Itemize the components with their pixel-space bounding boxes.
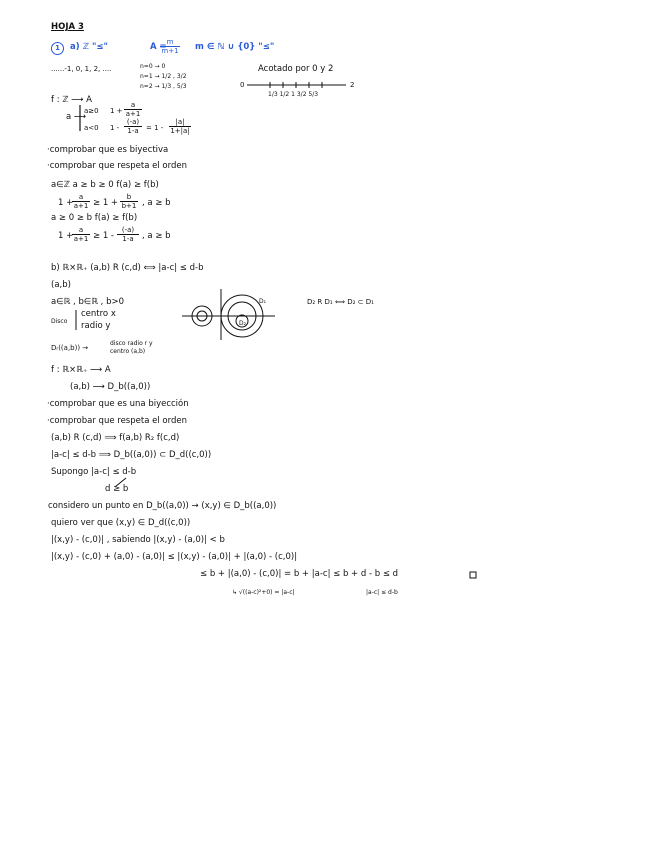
dr-desc-1: disco radio r y bbox=[110, 340, 153, 347]
map-n1: n=1 → 1/2 , 3/2 bbox=[140, 73, 187, 80]
implication-1: (a,b) R (c,d) ⟹ f(a,b) R₂ f(c,d) bbox=[51, 433, 180, 443]
part-b-heading: b) ℝ×ℝ₊ (a,b) R (c,d) ⟺ |a-c| ≤ d-b bbox=[51, 263, 204, 273]
case1-condition: a≥0 bbox=[84, 107, 99, 115]
check-order-b: ·comprobar que respeta el orden bbox=[47, 416, 187, 426]
d1-label: D₁ bbox=[259, 298, 267, 305]
dr-desc-2: centro (a,b) bbox=[110, 348, 146, 355]
domain-line: a∈ℝ , b∈ℝ , b>0 bbox=[51, 297, 125, 307]
set-a-label: A = bbox=[150, 42, 167, 52]
order-line-2-frac1: $\frac{a}{a+1}$ bbox=[73, 193, 89, 210]
map-n2: n=2 → 1/3 , 5/3 bbox=[140, 83, 187, 90]
number-line-left: 0 bbox=[240, 81, 245, 89]
norm-line-1: |(x,y) - (c,0)| , sabiendo |(x,y) - (a,0)| < b bbox=[51, 535, 225, 545]
consider-point: considero un punto en D_b((a,0)) → (x,y) ∈ D_b((a,0)) bbox=[48, 501, 277, 511]
inequality-chain: ≤ b + |(a,0) - (c,0)| = b + |a-c| ≤ b + d - b ≤ d bbox=[200, 569, 399, 579]
membership-condition: m ∈ ℕ ∪ {0} "≤" bbox=[195, 42, 275, 52]
order-line-4: 1 + bbox=[58, 231, 74, 241]
function-def-b: f : ℝ×ℝ₊ ⟶ A bbox=[51, 365, 111, 375]
disco-radio: radio y bbox=[81, 321, 111, 331]
bounded-note: Acotado por 0 y 2 bbox=[258, 64, 334, 74]
check-bijection-b: ·comprobar que es una biyección bbox=[47, 399, 189, 409]
order-line-1: a∈ℤ a ≥ b ≥ 0 f(a) ≥ f(b) bbox=[51, 180, 159, 190]
disco-label: Disco bbox=[51, 318, 68, 325]
order-line-3: a ≥ 0 ≥ b f(a) ≥ f(b) bbox=[51, 213, 138, 223]
sqrt-note: ↳ √((a-c)²+0) = |a-c| bbox=[232, 589, 295, 596]
case2-alt: = 1 - bbox=[146, 124, 164, 132]
number-line-right: 2 bbox=[350, 81, 355, 89]
qed-square bbox=[470, 572, 476, 578]
disco-centro: centro x bbox=[81, 309, 116, 319]
check-order: ·comprobar que respeta el orden bbox=[47, 161, 187, 171]
suppose-line: Supongo |a-c| ≤ d-b bbox=[51, 467, 137, 477]
integer-sequence: ......-1, 0, 1, 2, .... bbox=[51, 65, 112, 73]
case2-value: 1 - bbox=[110, 124, 120, 132]
bound-note: |a-c| ≤ d-b bbox=[366, 589, 398, 596]
function-def-a: f : ℤ ⟶ A bbox=[51, 95, 92, 105]
want-to-show: quiero ver que (x,y) ∈ D_d((c,0)) bbox=[51, 518, 191, 528]
part-a-heading: a) ℤ "≤" bbox=[70, 42, 108, 52]
case2-alt-fraction: $\frac{|a|}{1+|a|}$ bbox=[170, 118, 190, 135]
order-line-4-mid: ≥ 1 - bbox=[93, 231, 115, 241]
order-line-4-frac2: $\frac{(-a)}{1-a}$ bbox=[117, 226, 139, 243]
d2-label: D₂ bbox=[239, 320, 247, 327]
dr-definition: Dᵣ((a,b)) → bbox=[51, 344, 89, 352]
number-line-ticks: 1/3 1/2 1 3/2 5/3 bbox=[268, 91, 319, 98]
norm-line-2: |(x,y) - (c,0) + (a,0) - (a,0)| ≤ |(x,y) - (a,0)| + |(a,0) - (c,0)| bbox=[51, 552, 298, 562]
order-line-2-frac2: $\frac{b}{b+1}$ bbox=[121, 193, 137, 210]
order-line-2-mid: ≥ 1 + bbox=[93, 198, 119, 208]
order-line-4-right: , a ≥ b bbox=[142, 231, 171, 241]
disk-relation: D₂ R D₁ ⟺ D₂ ⊂ D₁ bbox=[307, 298, 374, 306]
page-title: HOJA 3 bbox=[51, 22, 84, 32]
implication-2: |a-c| ≤ d-b ⟹ D_b((a,0)) ⊂ D_d((c,0)) bbox=[51, 450, 212, 460]
pair-label: (a,b) bbox=[51, 280, 71, 290]
order-line-2-right: , a ≥ b bbox=[142, 198, 171, 208]
check-bijective: ·comprobar que es biyectiva bbox=[47, 145, 169, 155]
function-map-b: (a,b) ⟶ D_b((a,0)) bbox=[70, 382, 151, 392]
problem-number: 1 bbox=[51, 42, 64, 55]
d-geq-b: d ≥ b bbox=[105, 484, 129, 494]
case1-fraction: $\frac{a}{a+1}$ bbox=[125, 101, 141, 118]
order-line-4-frac1: $\frac{a}{a+1}$ bbox=[73, 226, 89, 243]
order-line-2: 1 + bbox=[58, 198, 74, 208]
case2-fraction: $\frac{(-a)}{1-a}$ bbox=[124, 118, 142, 135]
case2-condition: a<0 bbox=[84, 124, 99, 132]
map-n0: n=0 → 0 bbox=[140, 63, 166, 70]
set-a-fraction: $\frac{m}{m+1}$ bbox=[161, 38, 179, 55]
a-maps-to: a ⟶ bbox=[66, 112, 87, 122]
case1-value: 1 + bbox=[110, 107, 123, 115]
